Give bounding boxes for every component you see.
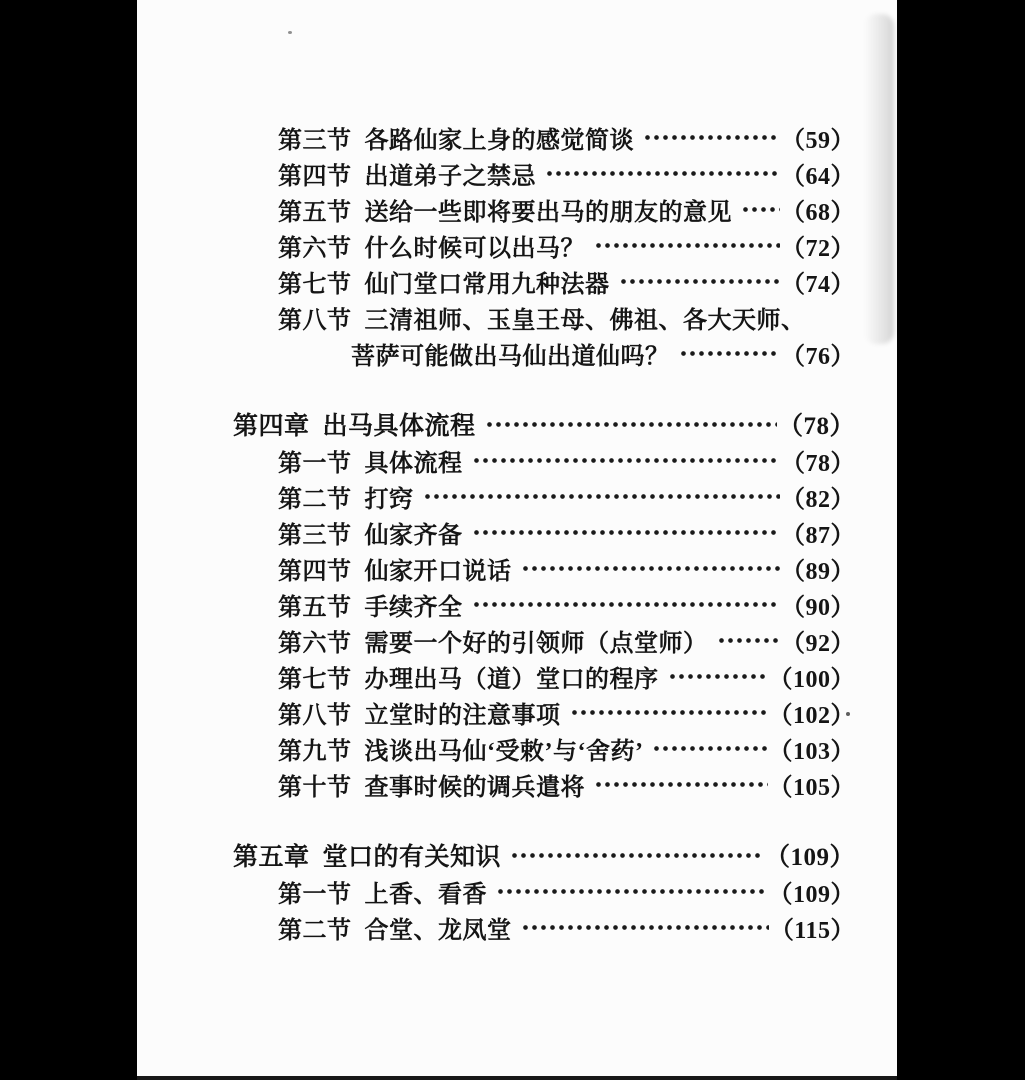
toc-entry-label: 第五节 xyxy=(278,594,352,621)
toc-entry-page-number: （109） xyxy=(764,844,855,871)
toc-entry xyxy=(278,442,855,478)
dot-leader xyxy=(470,586,781,622)
toc-entry-title: 各路仙家上身的感觉简谈 xyxy=(364,127,634,154)
toc-entry-label: 第七节 xyxy=(278,666,352,693)
dot-leader xyxy=(508,837,764,873)
toc-entry xyxy=(351,335,855,371)
dot-leader xyxy=(677,335,781,371)
toc-entry xyxy=(278,263,855,299)
toc-entry-title: 三清祖师、玉皇王母、佛祖、各大天师、 xyxy=(364,307,806,334)
toc-entry-label: 第五节 xyxy=(278,199,352,226)
toc-entry xyxy=(278,694,855,730)
toc-entry-page-number: （87） xyxy=(781,522,855,549)
toc-entry xyxy=(278,119,855,155)
dot-leader xyxy=(519,909,769,945)
dot-leader xyxy=(519,550,781,586)
dot-leader xyxy=(470,514,781,550)
dot-leader xyxy=(650,730,767,766)
dot-leader xyxy=(421,478,781,514)
dot-leader xyxy=(739,191,780,227)
toc-entry-title: 仙门堂口常用九种法器 xyxy=(364,271,610,298)
page-bottom-edge xyxy=(137,1076,897,1080)
toc-entry-label: 第五章 xyxy=(233,844,310,871)
toc-entry-title: 菩萨可能做出马仙出道仙吗？ xyxy=(351,343,670,370)
toc-entry xyxy=(278,730,855,766)
toc-entry-title: 需要一个好的引领师（点堂师） xyxy=(364,630,708,657)
dot-leader xyxy=(617,263,781,299)
toc-entry-title: 打窍 xyxy=(364,486,414,513)
toc-entry-label: 第六节 xyxy=(278,235,352,262)
toc-entry-page-number: （72） xyxy=(781,235,855,262)
toc-entry-label: 第十节 xyxy=(278,774,352,801)
toc-entry xyxy=(278,227,855,263)
toc-entry xyxy=(278,550,855,586)
toc-entry-page-number: （105） xyxy=(768,774,855,801)
toc-entry-label: 第三节 xyxy=(278,127,352,154)
toc-entry xyxy=(233,406,855,442)
toc-entry-page-number: （59） xyxy=(781,127,855,154)
scan-speck xyxy=(288,31,292,34)
toc-entry-page-number: （115） xyxy=(769,917,855,944)
dot-leader xyxy=(715,622,781,658)
toc-entry xyxy=(278,191,855,227)
dot-leader xyxy=(666,658,768,694)
toc-group xyxy=(233,119,855,371)
table-of-contents xyxy=(233,119,855,945)
toc-entry xyxy=(278,873,855,909)
toc-entry-label: 第三节 xyxy=(278,522,352,549)
toc-entry-label: 第八节 xyxy=(278,702,352,729)
dot-leader xyxy=(592,227,780,263)
toc-entry-title: 出马具体流程 xyxy=(322,413,476,440)
toc-entry-label: 第一节 xyxy=(278,881,352,908)
toc-entry-title: 手续齐全 xyxy=(364,594,463,621)
toc-entry-label: 第二节 xyxy=(278,486,352,513)
page-edge-shadow xyxy=(864,14,894,344)
toc-entry-page-number: （103） xyxy=(768,738,855,765)
toc-entry-page-number: （102） xyxy=(768,702,855,729)
toc-entry-page-number: （68） xyxy=(781,199,855,226)
toc-entry-label: 第四节 xyxy=(278,558,352,585)
toc-entry-label: 第七节 xyxy=(278,271,352,298)
toc-entry-title: 堂口的有关知识 xyxy=(322,844,502,871)
toc-entry-label: 第一节 xyxy=(278,450,352,477)
toc-entry-title: 上香、看香 xyxy=(364,881,487,908)
toc-entry-title: 浅谈出马仙‘受敕’与‘舍药’ xyxy=(364,738,644,765)
toc-entry-page-number: （100） xyxy=(768,666,855,693)
toc-entry-page-number: （76） xyxy=(781,343,855,370)
toc-entry-page-number: （89） xyxy=(781,558,855,585)
toc-entry-page-number: （74） xyxy=(781,271,855,298)
toc-entry xyxy=(233,837,855,873)
toc-entry xyxy=(278,155,855,191)
dot-leader xyxy=(483,406,777,442)
toc-entry-page-number: （78） xyxy=(777,413,855,440)
toc-entry-title: 什么时候可以出马？ xyxy=(364,235,585,262)
toc-entry-page-number: （109） xyxy=(768,881,855,908)
toc-entry-title: 仙家齐备 xyxy=(364,522,463,549)
toc-entry-title: 送给一些即将要出马的朋友的意见 xyxy=(364,199,732,226)
toc-entry xyxy=(278,658,855,694)
toc-entry-title: 立堂时的注意事项 xyxy=(364,702,561,729)
toc-entry-page-number: （92） xyxy=(781,630,855,657)
scanned-page xyxy=(137,0,897,1080)
toc-entry-label: 第八节 xyxy=(278,307,352,334)
toc-entry-page-number: （78） xyxy=(781,450,855,477)
toc-entry-title: 办理出马（道）堂口的程序 xyxy=(364,666,659,693)
toc-entry-title: 出道弟子之禁忌 xyxy=(364,163,536,190)
dot-leader xyxy=(592,766,768,802)
toc-entry-title: 查事时候的调兵遣将 xyxy=(364,774,585,801)
toc-entry-title: 具体流程 xyxy=(364,450,463,477)
toc-entry-title: 合堂、龙凤堂 xyxy=(364,917,512,944)
toc-entry-title: 仙家开口说话 xyxy=(364,558,512,585)
toc-entry-label: 第六节 xyxy=(278,630,352,657)
dot-leader xyxy=(494,873,768,909)
dot-leader xyxy=(470,442,781,478)
toc-entry-label: 第二节 xyxy=(278,917,352,944)
toc-entry-label: 第四章 xyxy=(233,413,310,440)
toc-group xyxy=(233,406,855,802)
toc-entry xyxy=(278,766,855,802)
toc-group xyxy=(233,837,855,945)
toc-entry xyxy=(278,299,855,335)
toc-entry-page-number: （64） xyxy=(781,163,855,190)
toc-entry xyxy=(278,478,855,514)
toc-entry xyxy=(278,909,855,945)
toc-entry xyxy=(278,586,855,622)
dot-leader xyxy=(641,119,780,155)
toc-entry-page-number: （82） xyxy=(781,486,855,513)
toc-entry-page-number: （90） xyxy=(781,594,855,621)
toc-entry xyxy=(278,514,855,550)
toc-entry-label: 第四节 xyxy=(278,163,352,190)
dot-leader xyxy=(543,155,780,191)
toc-entry-label: 第九节 xyxy=(278,738,352,765)
toc-entry xyxy=(278,622,855,658)
dot-leader xyxy=(568,694,768,730)
